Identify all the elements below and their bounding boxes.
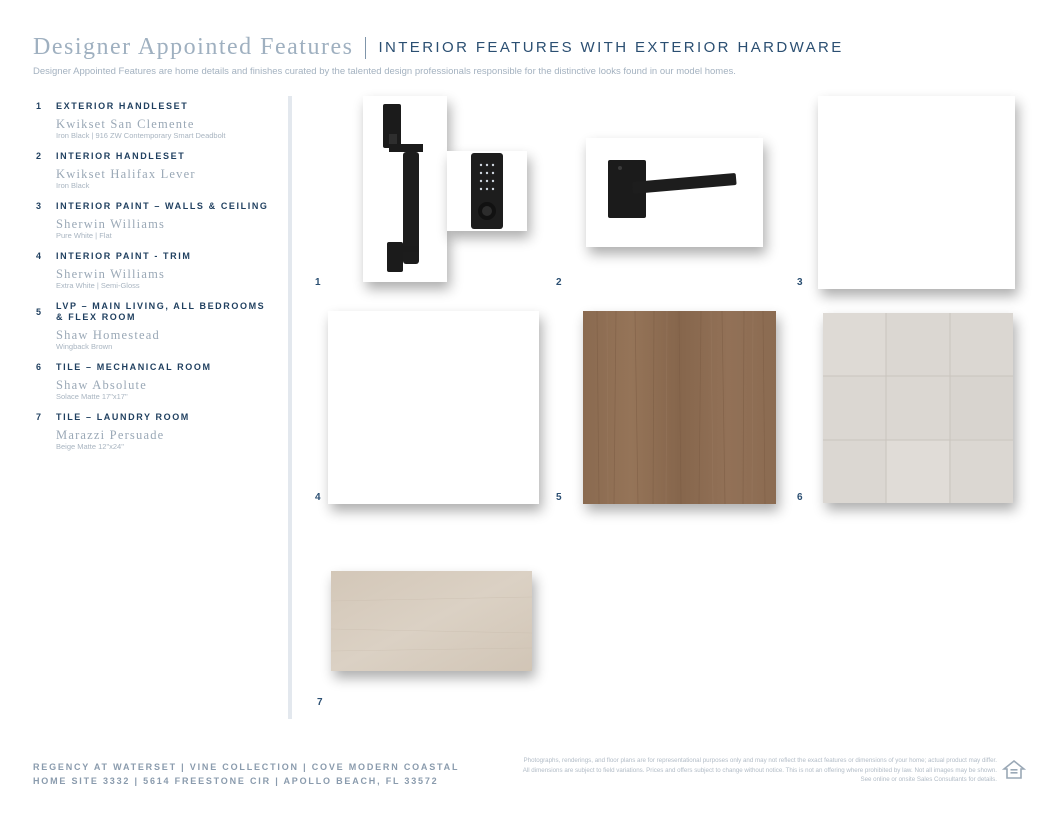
solace-matte-tile-swatch bbox=[823, 313, 1013, 503]
wood-grain-icon bbox=[583, 311, 776, 504]
feature-product-name: Sherwin Williams bbox=[56, 267, 166, 281]
feature-product-name: Kwikset Halifax Lever bbox=[56, 167, 196, 181]
footer-homesite-line: HOME SITE 3332 | 5614 FREESTONE CIR | APOLLO BEACH, FL 33572 bbox=[33, 776, 439, 786]
feature-item-interior-handleset bbox=[36, 151, 276, 191]
swatch-number: 3 bbox=[797, 277, 803, 288]
feature-product-detail: Extra White | Semi-Gloss bbox=[56, 281, 140, 290]
feature-product-name: Shaw Absolute bbox=[56, 378, 147, 392]
feature-number: 3 bbox=[36, 201, 42, 211]
swatch-number: 2 bbox=[556, 277, 562, 288]
feature-heading: TILE – MECHANICAL ROOM bbox=[56, 362, 212, 372]
swatch-number: 7 bbox=[317, 697, 323, 708]
page-header bbox=[33, 34, 844, 61]
equal-housing-icon bbox=[1002, 758, 1026, 782]
swatch-number: 4 bbox=[315, 492, 321, 503]
stone-texture-icon bbox=[331, 571, 532, 671]
exterior-handleset-image bbox=[363, 96, 447, 282]
lever-icon bbox=[586, 138, 763, 247]
feature-number: 6 bbox=[36, 362, 42, 372]
feature-number: 1 bbox=[36, 101, 42, 111]
swatch-number: 1 bbox=[315, 277, 321, 288]
handleset-icon bbox=[363, 96, 447, 282]
interior-lever-image bbox=[586, 138, 763, 247]
feature-number: 4 bbox=[36, 251, 42, 261]
feature-heading: LVP – MAIN LIVING, ALL BEDROOMS & FLEX ROOM bbox=[56, 301, 266, 322]
feature-number: 2 bbox=[36, 151, 42, 161]
feature-item-tile-laundry bbox=[36, 412, 276, 452]
footer-disclaimer: Photographs, renderings, and floor plans are for representational purposes only and may not reflect the exact features or dimensions of your home; actual product may differ. All dimensions are subject to field variations. Prices and offers subject to change without notice. This is not an offering where prohibited by law. Not all images may be shown. See online or onsite Sales Consultants for details. bbox=[522, 757, 997, 783]
feature-product-detail: Iron Black | 916 ZW Contemporary Smart Deadbolt bbox=[56, 131, 226, 140]
extra-white-paint-swatch bbox=[328, 311, 539, 504]
feature-number: 5 bbox=[36, 307, 42, 317]
feature-heading: INTERIOR PAINT - TRIM bbox=[56, 251, 192, 261]
footer-community-line: REGENCY AT WATERSET | VINE COLLECTION | COVE MODERN COASTAL bbox=[33, 762, 460, 772]
feature-product-detail: Iron Black bbox=[56, 181, 90, 190]
feature-heading: INTERIOR PAINT – WALLS & CEILING bbox=[56, 201, 269, 211]
page-description: Designer Appointed Features are home details and finishes curated by the talented design professionals responsible for the distinctive looks found in our model homes. bbox=[33, 66, 736, 77]
pure-white-paint-swatch bbox=[818, 96, 1015, 289]
feature-list bbox=[36, 101, 276, 462]
feature-product-detail: Beige Matte 12"x24" bbox=[56, 442, 124, 451]
feature-product-name: Kwikset San Clemente bbox=[56, 117, 195, 131]
feature-item-tile-mechanical bbox=[36, 362, 276, 402]
feature-item-exterior-handleset bbox=[36, 101, 276, 141]
beige-matte-tile-swatch bbox=[331, 571, 532, 671]
feature-item-paint-trim bbox=[36, 251, 276, 291]
vertical-divider bbox=[288, 96, 292, 719]
swatch-number: 5 bbox=[556, 492, 562, 503]
feature-product-name: Marazzi Persuade bbox=[56, 428, 165, 442]
tile-grid-icon bbox=[823, 313, 1013, 503]
title-divider bbox=[365, 37, 366, 59]
feature-product-detail: Pure White | Flat bbox=[56, 231, 112, 240]
feature-item-lvp bbox=[36, 301, 276, 352]
feature-number: 7 bbox=[36, 412, 42, 422]
equal-housing-logo bbox=[1002, 758, 1026, 787]
keypad-icon bbox=[447, 151, 527, 231]
feature-product-name: Shaw Homestead bbox=[56, 328, 160, 342]
feature-heading: EXTERIOR HANDLESET bbox=[56, 101, 189, 111]
page-title: Designer Appointed Features bbox=[33, 34, 354, 60]
page-subtitle: INTERIOR FEATURES WITH EXTERIOR HARDWARE bbox=[378, 39, 844, 56]
footer-address bbox=[33, 760, 459, 788]
feature-heading: INTERIOR HANDLESET bbox=[56, 151, 186, 161]
swatch-number: 6 bbox=[797, 492, 803, 503]
wingback-brown-lvp-swatch bbox=[583, 311, 776, 504]
feature-product-detail: Wingback Brown bbox=[56, 342, 113, 351]
feature-product-detail: Solace Matte 17"x17" bbox=[56, 392, 128, 401]
feature-heading: TILE – LAUNDRY ROOM bbox=[56, 412, 190, 422]
feature-item-paint-walls bbox=[36, 201, 276, 241]
feature-product-name: Sherwin Williams bbox=[56, 217, 166, 231]
smart-deadbolt-image bbox=[447, 151, 527, 231]
